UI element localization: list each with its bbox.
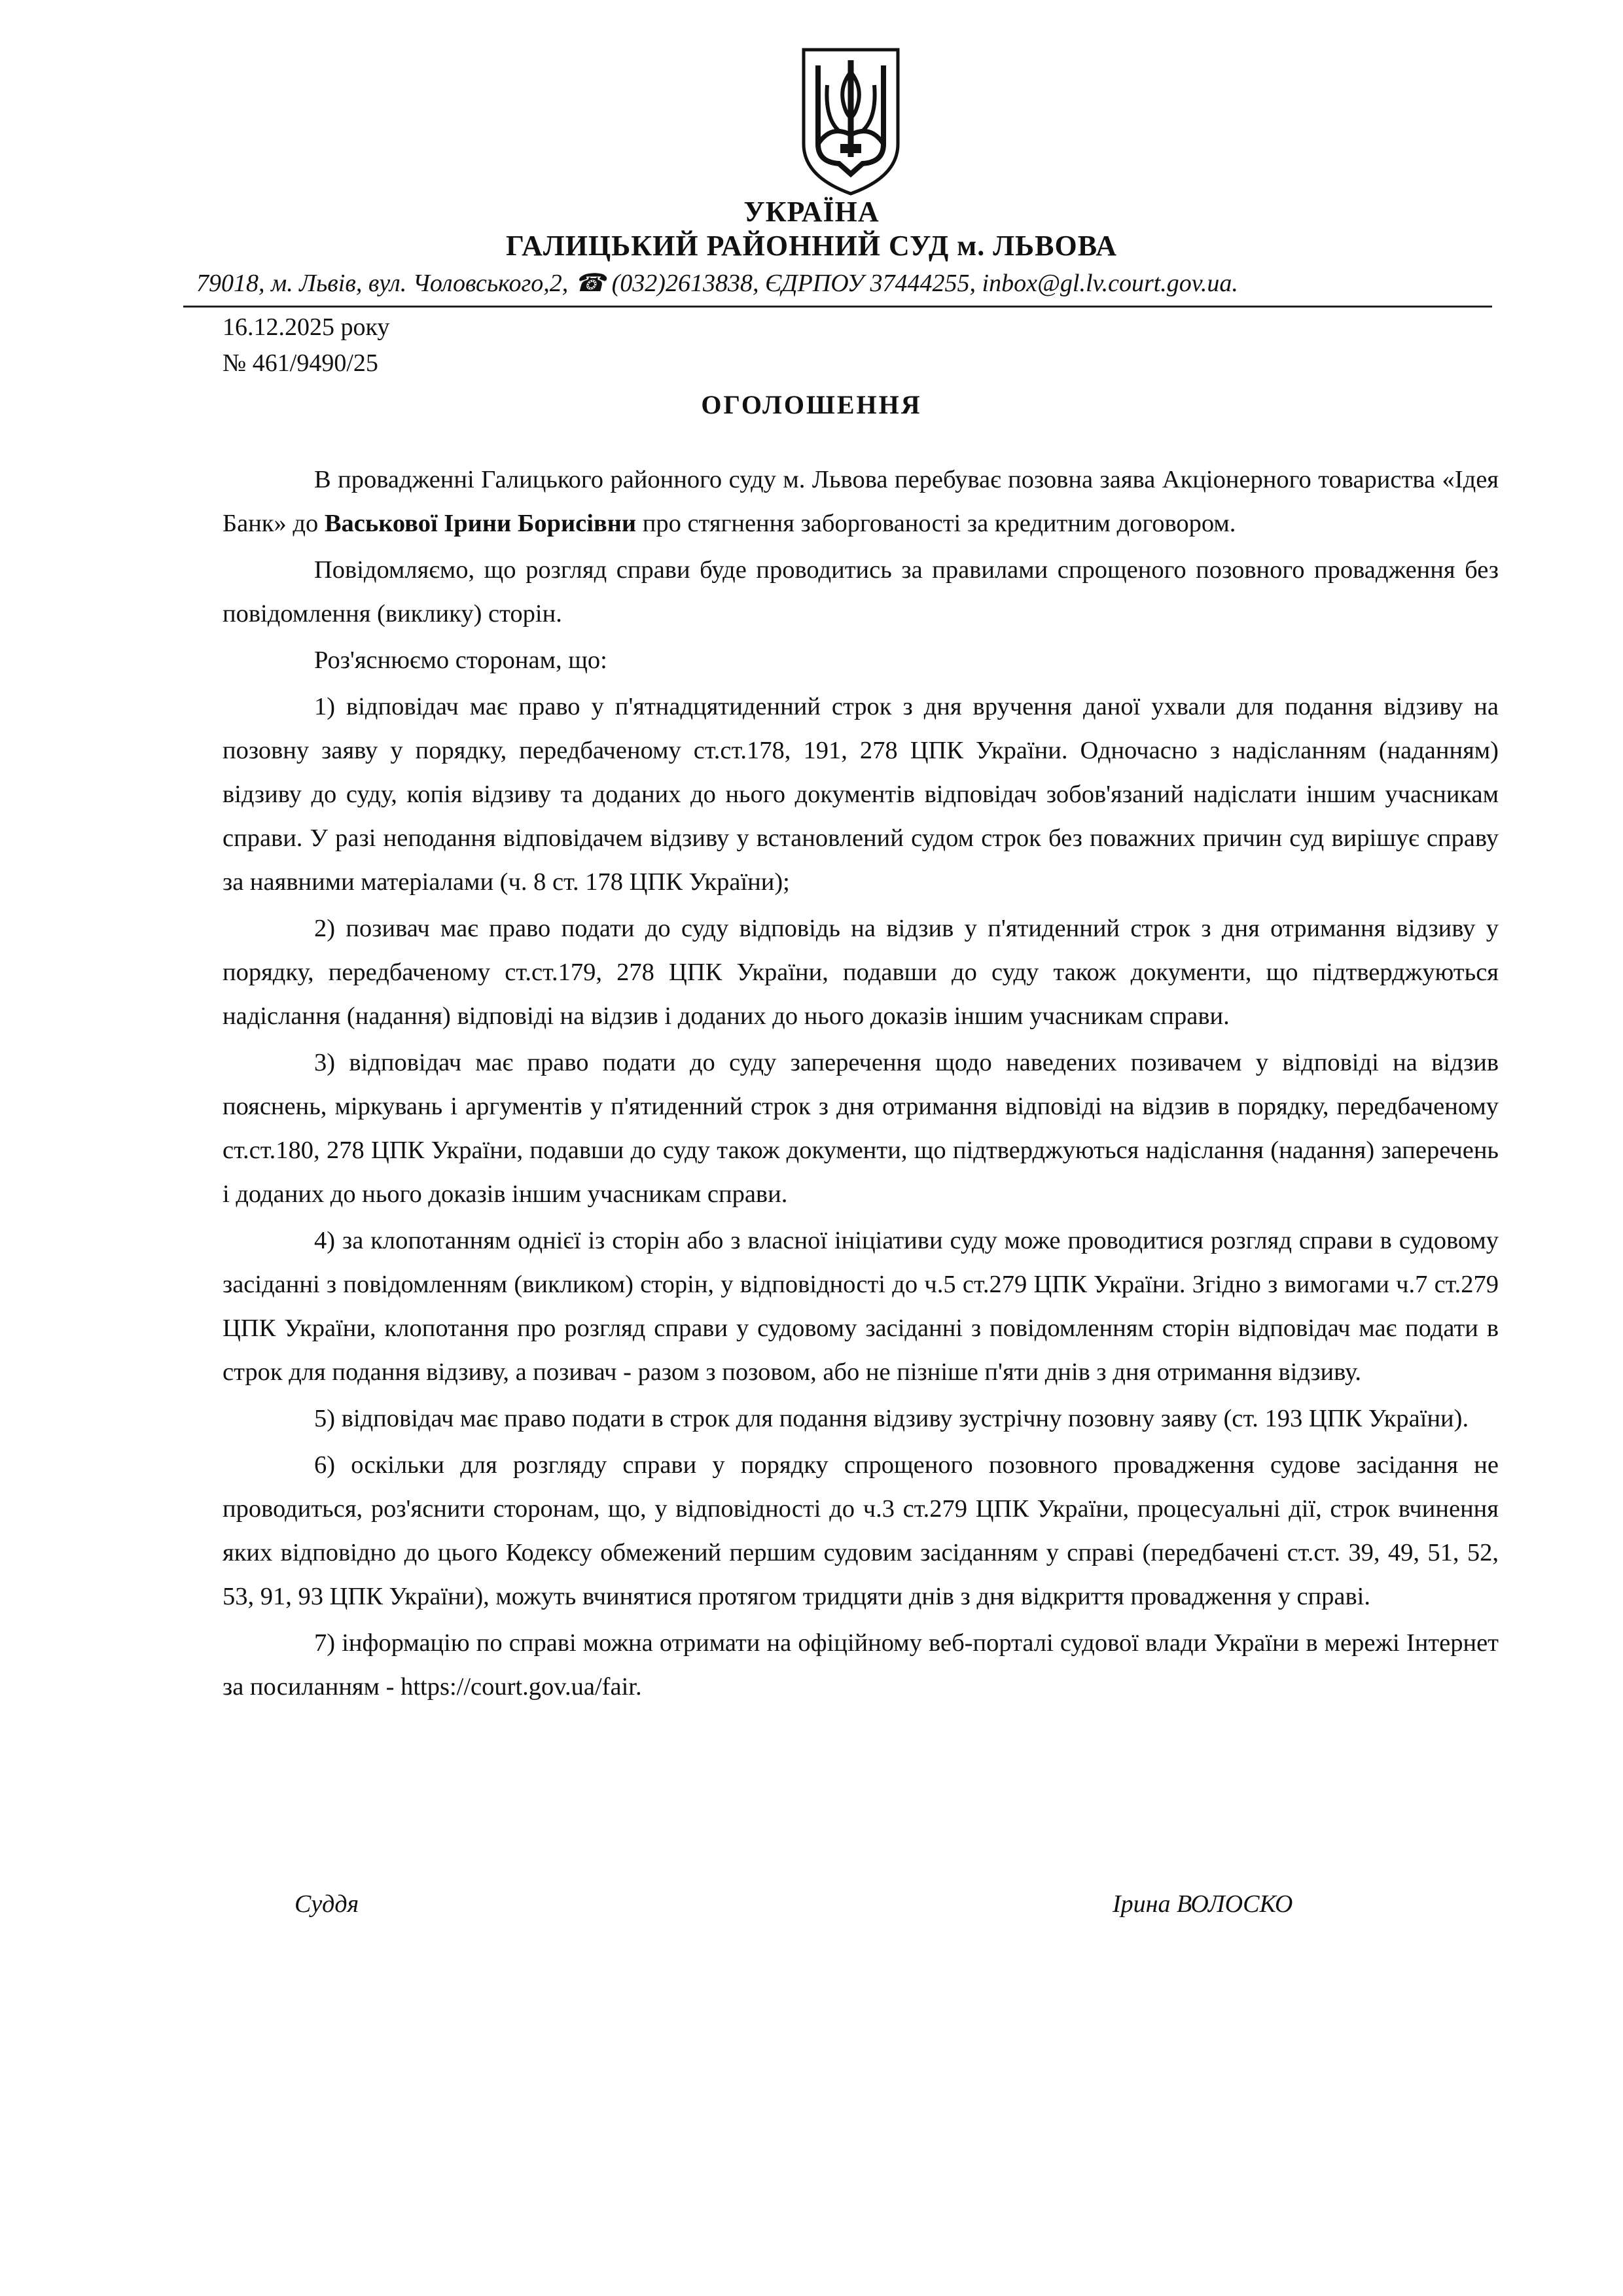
list-item: 1) відповідач має право у п'ятнадцятиденний строк з дня вручення даної ухвали для подання відзиву на позовну заяву у порядку, передбаченому ст.ст.178, 191, 278 ЦПК України. Одночасно з надісланням (наданням) відзиву до суду, копія відзиву та доданих до нього документів відповідач зобов'язаний надіслати іншим учасникам справи. У разі неподання відповідачем відзиву у встановлений судом строк без поважних причин суд вирішує справу за наявними матеріалами (ч. 8 ст. 178 ЦПК України); bbox=[223, 693, 1499, 896]
explanation-lead: Роз'яснюємо сторонам, що: bbox=[314, 646, 607, 674]
court-address-line bbox=[196, 268, 1472, 298]
list-item: 3) відповідач має право подати до суду заперечення щодо наведених позивачем у відповіді на відзив пояснень, міркувань і аргументів у п'ятиденний строк з дня отримання відповіді на відзив в порядку, передбаченому ст.ст.180, 278 ЦПК України, подавши до суду також документи, що підтверджуються надіслання (надання) заперечень і доданих до нього доказів іншим учасникам справи. bbox=[223, 1049, 1499, 1208]
list-item: 4) за клопотанням однієї із сторін або з власної ініціативи суду може проводитися розгляд справи в судовому засіданні з повідомленням (викликом) сторін, у відповідності до ч.5 ст.279 ЦПК України. Згідно з вимогами ч.7 ст.279 ЦПК України, клопотання про розгляд справи у судовому засіданні з повідомленням сторін відповідач має подати в строк для подання відзиву, а позивач - разом з позовом, або не пізніше п'яти днів з дня отримання відзиву. bbox=[223, 1227, 1499, 1386]
announcement-body bbox=[223, 458, 1499, 1712]
document-date: 16.12.2025 року bbox=[223, 313, 390, 341]
list-item: 6) оскільки для розгляду справи у порядку спрощеного позовного провадження судове засідання не проводиться, роз'яснити сторонам, що, у відповідності до ч.3 ст.279 ЦПК України, процесуальні дії, строк вчинення яких відповідно до цього Кодексу обмежений першим судовим засіданням у справі (передбачені ст.ст. 39, 49, 51, 52, 53, 91, 93 ЦПК України), можуть вчинятися протягом тридцяти днів з дня відкриття провадження у справі. bbox=[223, 1451, 1499, 1610]
defendant-name: Васькової Ірини Борисівни bbox=[324, 510, 637, 537]
list-item: 7) інформацію по справі можна отримати на офіційному веб-порталі судової влади України в мережі Інтернет за посиланням - https://court.gov.ua/fair. bbox=[223, 1629, 1499, 1701]
tryzub-coat-of-arms-icon bbox=[798, 46, 903, 196]
phone-number: (032)2613838, bbox=[611, 270, 759, 297]
document-heading: ОГОЛОШЕННЯ bbox=[701, 390, 922, 419]
address-text: 79018, м. Львів, вул. Чоловського,2, bbox=[196, 270, 569, 297]
edrpou-code: ЄДРПОУ 37444255, bbox=[764, 270, 976, 297]
case-number: № 461/9490/25 bbox=[223, 349, 378, 377]
list-item: 5) відповідач має право подати в строк для подання відзиву зустрічну позовну заяву (ст. 193 ЦПК України). bbox=[314, 1405, 1469, 1432]
intro-paragraph bbox=[223, 458, 1499, 546]
header-divider bbox=[183, 306, 1492, 308]
intro-text-a: В провадженні Галицького районного суду м. Львова перебуває позовна заява Акціонерного товариства «Ідея Банк» до bbox=[223, 466, 1499, 537]
country-title: УКРАЇНА bbox=[743, 196, 880, 228]
intro-text-b: про стягнення заборгованості за кредитним договором. bbox=[636, 510, 1236, 537]
signature-role: Суддя bbox=[294, 1890, 359, 1918]
procedure-paragraph: Повідомляємо, що розгляд справи буде проводитись за правилами спрощеного позовного провадження без повідомлення (виклику) сторін. bbox=[223, 556, 1499, 627]
signature-name: Ірина ВОЛОСКО bbox=[1113, 1890, 1293, 1918]
phone-icon: ☎ bbox=[574, 270, 606, 297]
court-name: ГАЛИЦЬКИЙ РАЙОННИЙ СУД м. ЛЬВОВА bbox=[505, 230, 1118, 262]
list-item: 2) позивач має право подати до суду відповідь на відзив у п'ятиденний строк з дня отримання відзиву у порядку, передбаченому ст.ст.179, 278 ЦПК України, подавши до суду також документи, що підтверджуються надіслання (надання) відповіді на відзив і доданих до нього доказів іншим учасникам справи. bbox=[223, 915, 1499, 1030]
email-address: inbox@gl.lv.court.gov.ua. bbox=[982, 270, 1238, 297]
